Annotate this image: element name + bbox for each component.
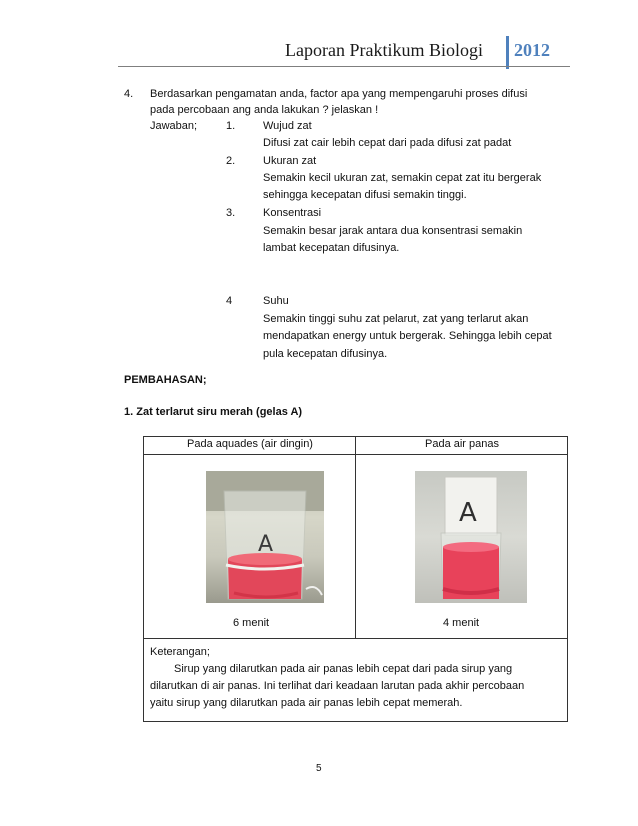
page-number: 5 [316, 763, 322, 774]
item-3-line-2: lambat kecepatan difusinya. [263, 242, 400, 254]
keterangan-label: Keterangan; [150, 646, 210, 658]
table-border-column [355, 436, 356, 639]
question-line-2: pada percobaan ang anda lakukan ? jelaskan ! [150, 104, 379, 116]
header-title: Laporan Praktikum Biologi [285, 40, 483, 60]
item-2-number: 2. [226, 155, 236, 167]
table-border-right [567, 436, 568, 722]
photo-b-label: A [459, 498, 477, 528]
item-4-line-1: Semakin tinggi suhu zat pelarut, zat yang terlarut akan [263, 313, 529, 325]
photo-a-label: A [258, 532, 274, 557]
item-2-line-1: Semakin kecil ukuran zat, semakin cepat zat itu bergerak [263, 172, 542, 184]
caption-cold: 6 menit [233, 617, 270, 629]
question-line-1: Berdasarkan pengamatan anda, factor apa yang mempengaruhi proses difusi [150, 88, 528, 100]
table-border-bottom [143, 721, 568, 722]
column-header-cold: Pada aquades (air dingin) [187, 438, 313, 450]
item-1-line-1: Difusi zat cair lebih cepat dari pada difusi zat padat [263, 137, 512, 149]
item-1-number: 1. [226, 120, 236, 132]
item-2-title: Ukuran zat [263, 155, 317, 167]
section-subheading: 1. Zat terlarut siru merah (gelas A) [124, 406, 303, 418]
header-separator [506, 36, 509, 69]
photo-glass-hot-water [415, 471, 527, 603]
keterangan-line-2: dilarutkan di air panas. Ini terlihat dari keadaan larutan pada akhir percobaan [150, 680, 525, 692]
item-4-line-2: mendapatkan energy untuk bergerak. Sehingga lebih cepat [263, 330, 552, 342]
question-number: 4. [124, 88, 134, 100]
item-1-title: Wujud zat [263, 120, 312, 132]
column-header-hot: Pada air panas [425, 438, 499, 450]
header-year: 2012 [514, 40, 550, 60]
photo-glass-cold-water [206, 471, 324, 603]
item-2-line-2: sehingga kecepatan difusi semakin tinggi. [263, 189, 467, 201]
keterangan-line-1: Sirup yang dilarutkan pada air panas lebih cepat dari pada sirup yang [174, 663, 513, 675]
item-4-title: Suhu [263, 295, 289, 307]
observation-table [143, 436, 568, 722]
item-3-number: 3. [226, 207, 236, 219]
caption-hot: 4 menit [443, 617, 480, 629]
item-4-number: 4 [226, 295, 233, 307]
header-rule [118, 66, 570, 67]
keterangan-line-3: yaitu sirup yang dilarutkan pada air panas lebih cepat memerah. [150, 697, 463, 709]
answer-label: Jawaban; [150, 120, 198, 132]
item-3-line-1: Semakin besar jarak antara dua konsentrasi semakin [263, 225, 523, 237]
section-heading: PEMBAHASAN; [124, 374, 207, 386]
item-3-title: Konsentrasi [263, 207, 322, 219]
item-4-line-3: pula kecepatan difusinya. [263, 348, 388, 360]
table-border-left [143, 436, 144, 722]
